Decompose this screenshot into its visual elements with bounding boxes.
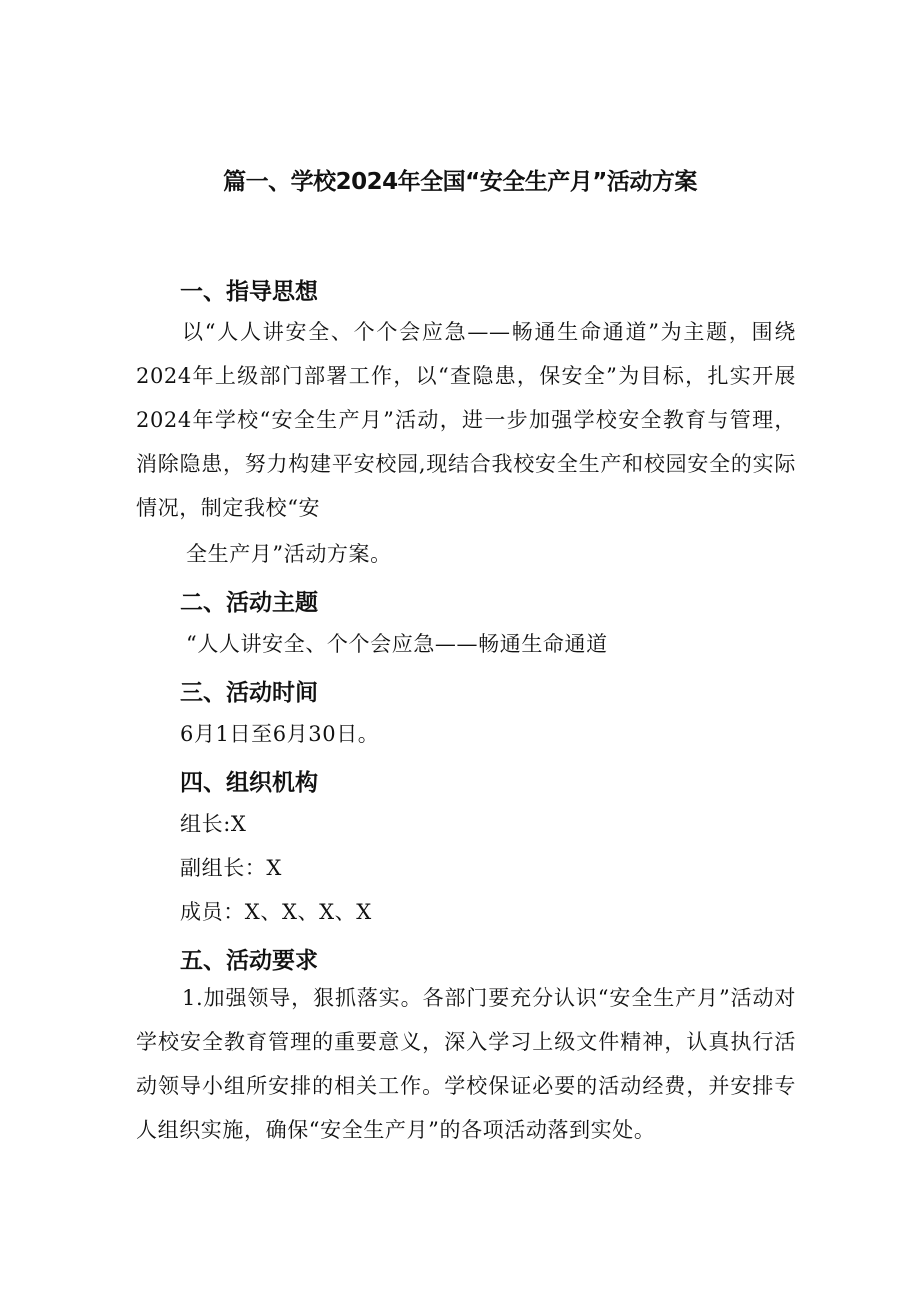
- organization-members: 成员：X、X、X、X: [180, 900, 372, 924]
- document-title: 篇一、学校2024年全国“安全生产月”活动方案: [223, 169, 697, 195]
- organization-deputy: 副组长：X: [180, 856, 282, 880]
- section-heading-organization: 四、组织机构: [180, 770, 318, 796]
- section-heading-activity-time: 三、活动时间: [180, 680, 318, 706]
- activity-theme-text: “人人讲安全、个个会应急——畅通生命通道: [186, 632, 608, 656]
- guiding-ideology-paragraph-continued: 全生产月”活动方案。: [186, 542, 392, 566]
- section-heading-requirements: 五、活动要求: [180, 948, 318, 974]
- activity-time-text: 6月1日至6月30日。: [180, 722, 380, 746]
- section-heading-guiding-ideology: 一、指导思想: [180, 279, 318, 305]
- requirements-paragraph-1: 1.加强领导，狠抓落实。各部门要充分认识“安全生产月”活动对学校安全教育管理的重要意义，深入学习上级文件精神，认真执行活动领导小组所安排的相关工作。学校保证必要的活动经费，并安排专人组织实施，确保“安全生产月”的各项活动落到实处。: [136, 986, 796, 1142]
- section-heading-activity-theme: 二、活动主题: [180, 590, 318, 616]
- guiding-ideology-paragraph: 以“人人讲安全、个个会应急——畅通生命通道”为主题，围绕2024年上级部门部署工作，以“查隐患，保安全”为目标，扎实开展2024年学校“安全生产月”活动，进一步加强学校安全教育与管理，消除隐患，努力构建平安校园,现结合我校安全生产和校园安全的实际情况，制定我校“安: [136, 320, 796, 520]
- organization-leader: 组长:X: [180, 812, 247, 836]
